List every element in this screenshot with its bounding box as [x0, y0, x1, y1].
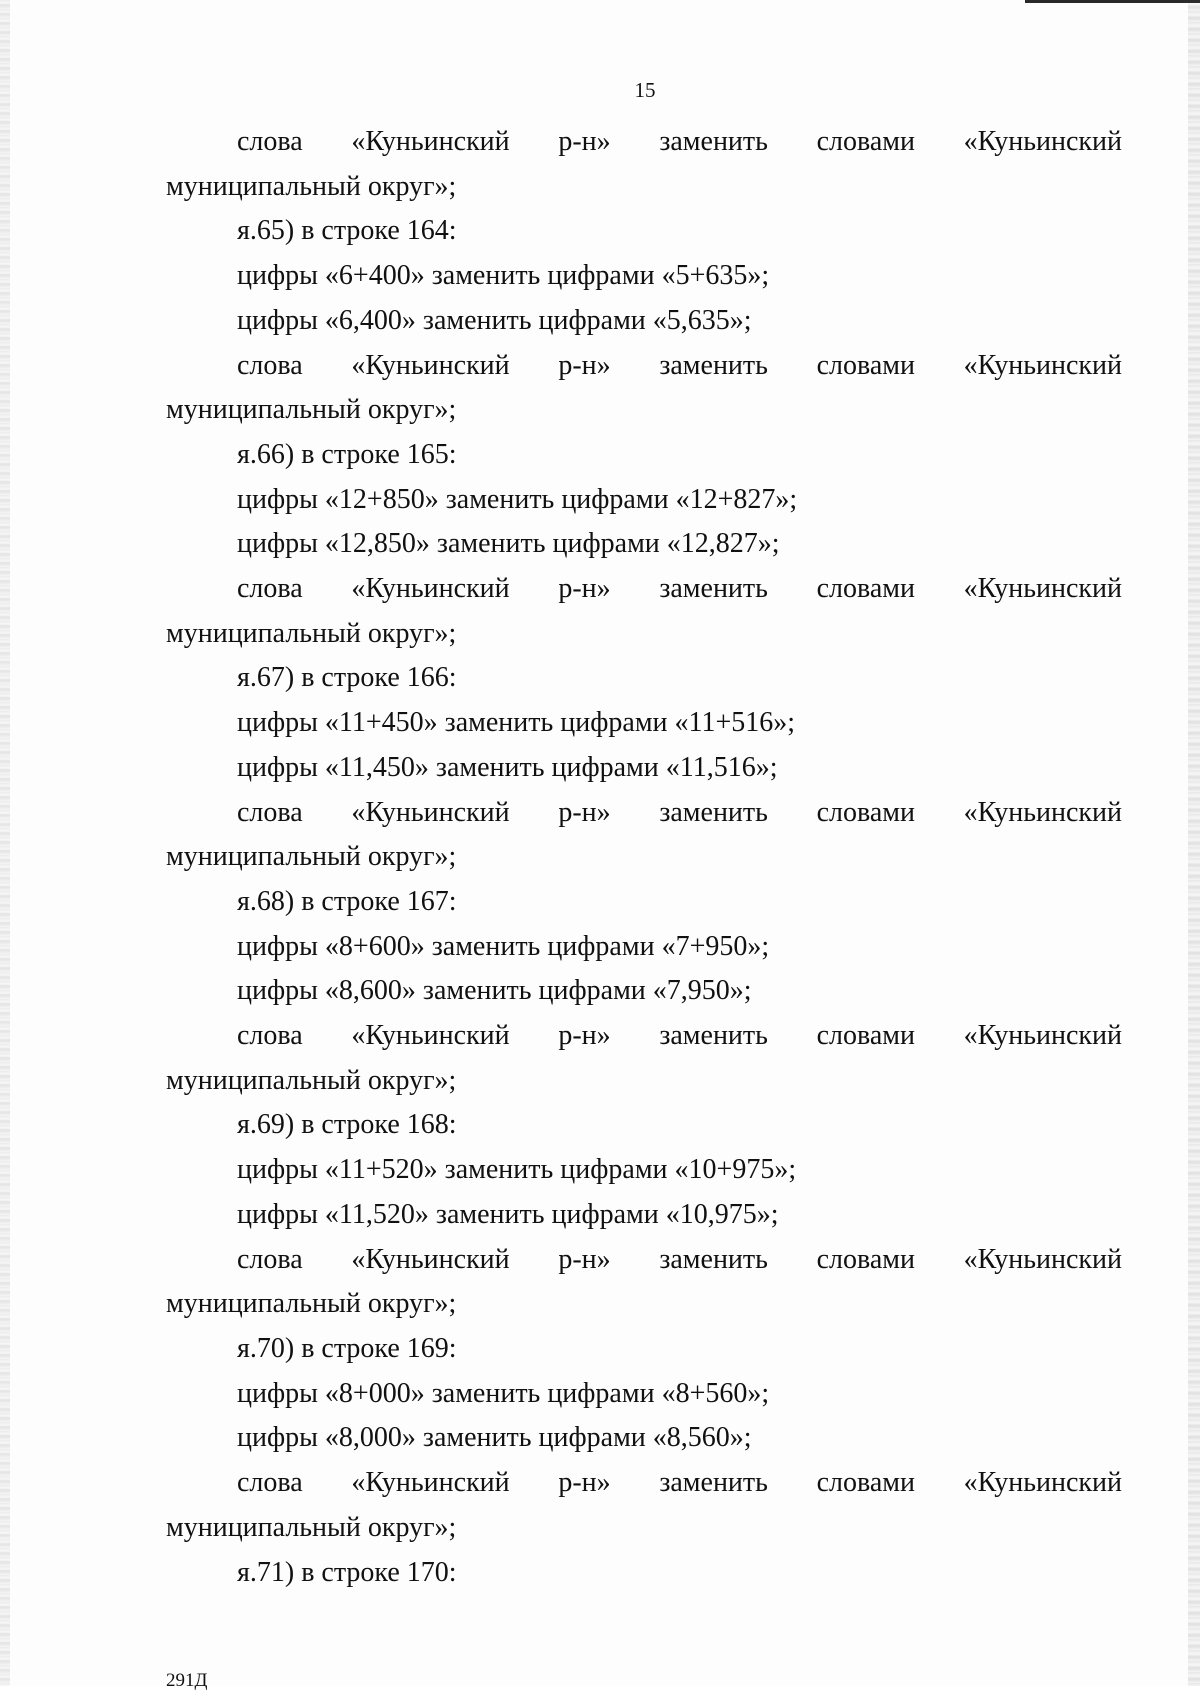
text-line-indented: я.68) в строке 167:	[237, 885, 457, 917]
word: «Куньинский	[963, 1020, 1122, 1052]
text-line-indented: цифры «11+450» заменить цифрами «11+516»;	[237, 707, 796, 739]
text-line-indented: я.67) в строке 166:	[237, 662, 457, 694]
scan-top-line	[1025, 0, 1200, 3]
document-body	[166, 120, 1122, 1595]
word: «Куньинский	[963, 1243, 1122, 1275]
word: «Куньинский	[963, 349, 1122, 381]
text-line-indented: цифры «12,850» заменить цифрами «12,827»;	[237, 528, 780, 560]
text-line-indented: я.71) в строке 170:	[237, 1556, 457, 1588]
word: словами	[816, 126, 915, 157]
word: р-н»	[558, 1467, 611, 1499]
text-line-indented: цифры «12+850» заменить цифрами «12+827»;	[237, 483, 798, 515]
word: р-н»	[558, 349, 611, 381]
word: заменить	[659, 349, 768, 381]
text-line-indented: цифры «8,000» заменить цифрами «8,560»;	[237, 1422, 752, 1454]
text-line-indented: цифры «11+520» заменить цифрами «10+975»;	[237, 1154, 797, 1186]
text-line-indented: цифры «11,450» заменить цифрами «11,516»;	[237, 751, 778, 783]
word: «Куньинский	[351, 1243, 510, 1275]
word: р-н»	[558, 126, 611, 157]
word: заменить	[659, 126, 768, 157]
word: «Куньинский	[963, 1467, 1122, 1499]
word: «Куньинский	[351, 796, 510, 828]
word: р-н»	[558, 796, 611, 828]
text-line-justified	[166, 791, 1122, 836]
text-line-justified	[166, 344, 1122, 389]
text-line: муниципальный округ»;	[166, 1511, 457, 1543]
text-line-justified	[166, 1014, 1122, 1059]
text-line-indented: цифры «8+600» заменить цифрами «7+950»;	[237, 930, 770, 962]
text-line: муниципальный округ»;	[166, 841, 457, 873]
word: р-н»	[558, 573, 611, 605]
word: слова	[237, 1020, 303, 1052]
text-line-indented: цифры «8,600» заменить цифрами «7,950»;	[237, 975, 752, 1007]
word: «Куньинский	[963, 796, 1122, 828]
word: «Куньинский	[963, 573, 1122, 605]
text-line-indented: я.70) в строке 169:	[237, 1332, 457, 1364]
text-line-indented: я.66) в строке 165:	[237, 438, 457, 470]
text-line: муниципальный округ»;	[166, 617, 457, 649]
text-line-indented: цифры «11,520» заменить цифрами «10,975»;	[237, 1198, 779, 1230]
text-line-indented: цифры «8+000» заменить цифрами «8+560»;	[237, 1377, 770, 1409]
word: словами	[816, 349, 915, 381]
text-line-indented: я.69) в строке 168:	[237, 1109, 457, 1141]
text-line-justified	[166, 1461, 1122, 1506]
word: «Куньинский	[351, 1020, 510, 1052]
text-line-indented: цифры «6+400» заменить цифрами «5+635»;	[237, 260, 770, 292]
word: словами	[816, 1243, 915, 1275]
word: слова	[237, 126, 303, 157]
word: «Куньинский	[963, 126, 1122, 157]
text-line-justified	[166, 567, 1122, 612]
word: «Куньинский	[351, 126, 510, 157]
word: заменить	[659, 573, 768, 605]
word: словами	[816, 796, 915, 828]
page-number: 15	[634, 78, 656, 102]
text-line: муниципальный округ»;	[166, 1288, 457, 1320]
word: слова	[237, 573, 303, 605]
text-line: муниципальный округ»;	[166, 1064, 457, 1096]
scan-edge-right	[1188, 0, 1200, 1686]
word: р-н»	[558, 1020, 611, 1052]
word: заменить	[659, 1243, 768, 1275]
scan-edge-left	[0, 0, 10, 1686]
word: словами	[816, 573, 915, 605]
document-code: 291Д	[166, 1670, 208, 1691]
word: словами	[816, 1467, 915, 1499]
text-line-justified	[166, 120, 1122, 165]
word: заменить	[659, 1020, 768, 1052]
word: р-н»	[558, 1243, 611, 1275]
word: «Куньинский	[351, 349, 510, 381]
text-line-indented: я.65) в строке 164:	[237, 215, 457, 247]
word: слова	[237, 349, 303, 381]
word: заменить	[659, 796, 768, 828]
text-line-indented: цифры «6,400» заменить цифрами «5,635»;	[237, 304, 752, 336]
word: «Куньинский	[351, 1467, 510, 1499]
text-line-justified	[166, 1238, 1122, 1283]
text-line: муниципальный округ»;	[166, 170, 457, 202]
word: слова	[237, 796, 303, 828]
word: заменить	[659, 1467, 768, 1499]
word: слова	[237, 1467, 303, 1499]
text-line: муниципальный округ»;	[166, 394, 457, 426]
word: «Куньинский	[351, 573, 510, 605]
word: слова	[237, 1243, 303, 1275]
word: словами	[816, 1020, 915, 1052]
